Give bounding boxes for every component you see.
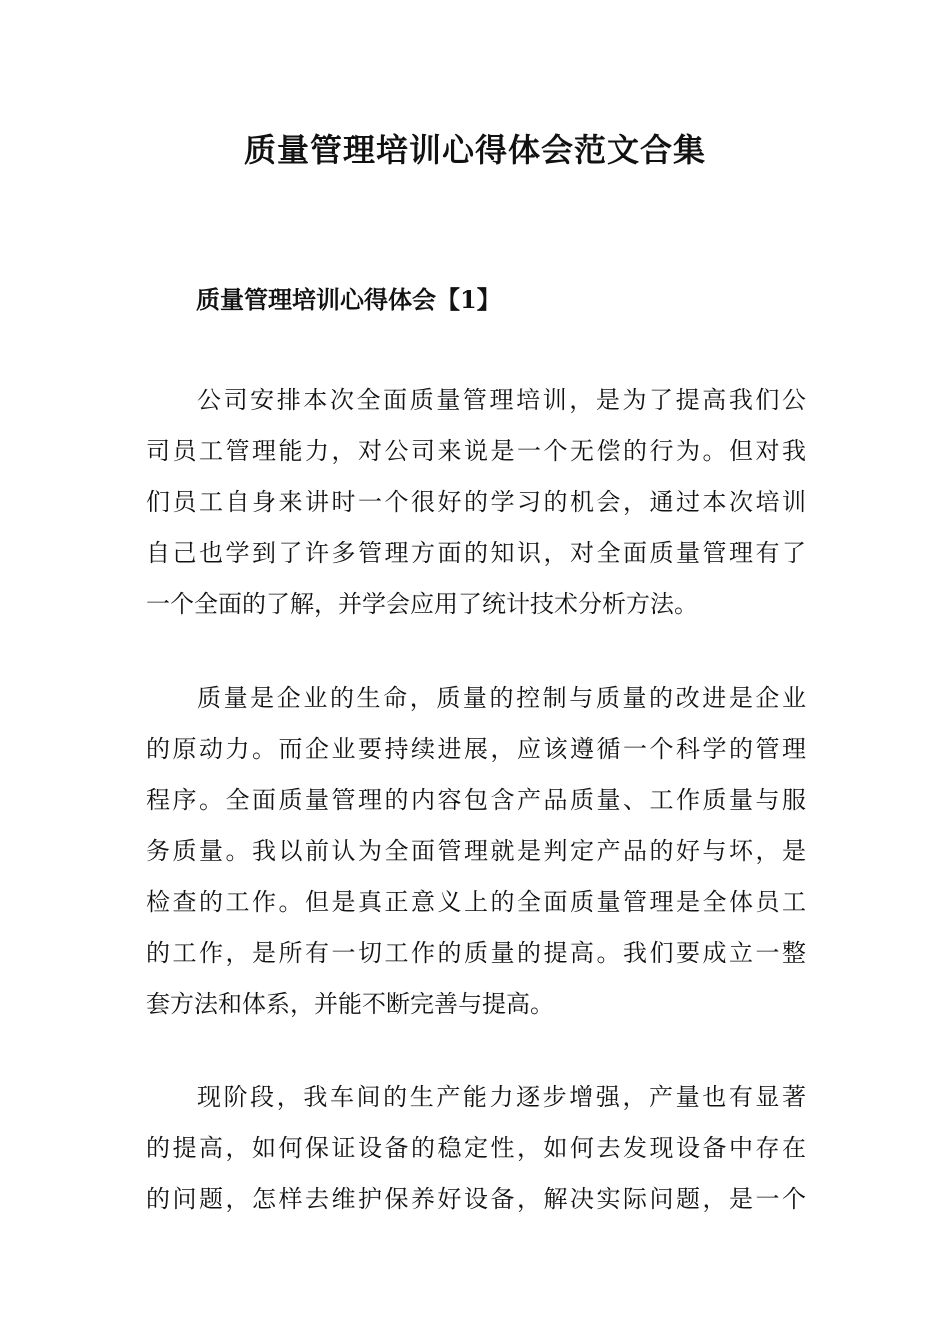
paragraph-line: 务质量。我以前认为全面管理就是判定产品的好与坏，是 xyxy=(146,837,806,865)
paragraph-line: 的提高，如何保证设备的稳定性，如何去发现设备中存在 xyxy=(146,1134,806,1162)
paragraph-1 xyxy=(146,375,806,630)
document-title: 质量管理培训心得体会范文合集 xyxy=(243,131,706,169)
paragraph-line: 程序。全面质量管理的内容包含产品质量、工作质量与服 xyxy=(146,786,806,814)
paragraph-line: 检查的工作。但是真正意义上的全面质量管理是全体员工 xyxy=(146,888,806,916)
paragraph-line: 的工作，是所有一切工作的质量的提高。我们要成立一整 xyxy=(146,939,806,967)
paragraph-line: 司员工管理能力，对公司来说是一个无偿的行为。但对我 xyxy=(146,437,806,465)
paragraph-2 xyxy=(146,673,806,1030)
paragraph-line: 的问题，怎样去维护保养好设备，解决实际问题，是一个 xyxy=(146,1185,806,1213)
paragraph-3 xyxy=(146,1072,806,1225)
paragraph-line: 自己也学到了许多管理方面的知识，对全面质量管理有了 xyxy=(146,539,806,567)
paragraph-line: 一个全面的了解，并学会应用了统计技术分析方法。 xyxy=(146,590,698,618)
paragraph-line: 公司安排本次全面质量管理培训，是为了提高我们公 xyxy=(197,386,806,414)
paragraph-line: 现阶段，我车间的生产能力逐步增强，产量也有显著 xyxy=(197,1083,806,1111)
paragraph-line: 们员工自身来讲时一个很好的学习的机会，通过本次培训 xyxy=(146,488,806,516)
paragraph-line: 套方法和体系，并能不断完善与提高。 xyxy=(146,990,554,1018)
paragraph-line: 质量是企业的生命，质量的控制与质量的改进是企业 xyxy=(197,684,806,712)
paragraph-line: 的原动力。而企业要持续进展，应该遵循一个科学的管理 xyxy=(146,735,806,763)
section-heading: 质量管理培训心得体会【1】 xyxy=(196,285,501,314)
